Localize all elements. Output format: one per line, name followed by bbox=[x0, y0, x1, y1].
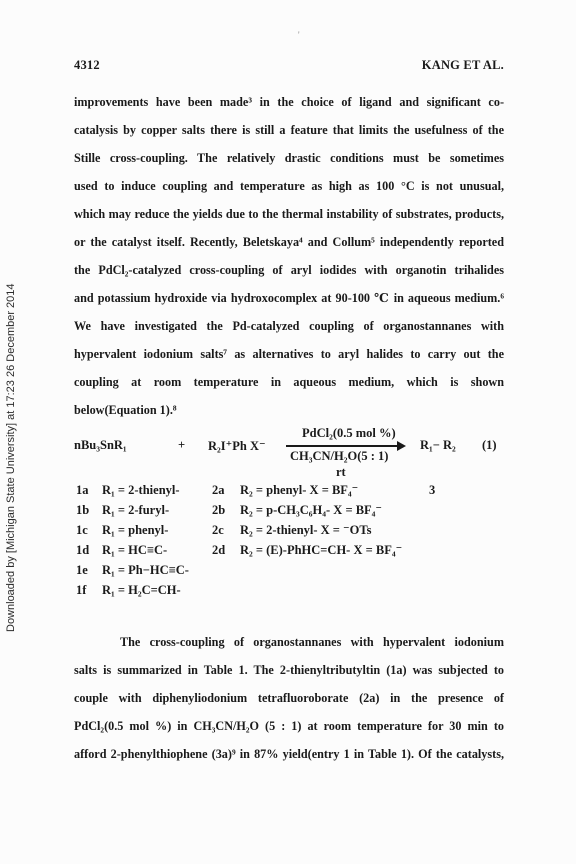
substituent-r1: R₁ = Ph−HC≡C- bbox=[102, 563, 189, 577]
text-line: used to induce coupling and temperature as high as 100 °C is not unusual, bbox=[74, 179, 504, 193]
compound-id: 1f bbox=[76, 583, 87, 597]
equation-number: (1) bbox=[482, 438, 497, 452]
catalyst-label: PdCl₂(0.5 mol %) bbox=[302, 426, 396, 440]
reactant-stannane: nBu₃SnR₁ bbox=[74, 438, 127, 452]
reactant-iodonium: R₂I⁺Ph X⁻ bbox=[208, 439, 266, 453]
text-line: or the catalyst itself. Recently, Beletskaya⁴ and Collum⁵ independently reported bbox=[74, 235, 504, 249]
substituent-r2: R₂ = (E)-PhHC=CH- X = BF₄⁻ bbox=[240, 543, 403, 557]
compound-id: 2b bbox=[212, 503, 226, 517]
substituent-r2: R₂ = 2-thienyl- X = ⁻OTs bbox=[240, 523, 372, 537]
text-line: couple with diphenyliodonium tetrafluoroborate (2a) in the presence of bbox=[74, 691, 504, 705]
text-line: coupling at room temperature in aqueous medium, which is shown bbox=[74, 375, 504, 389]
substituent-r1: R₁ = 2-thienyl- bbox=[102, 483, 180, 497]
text-line: salts is summarized in Table 1. The 2-thienyltributyltin (1a) was subjected to bbox=[74, 663, 504, 677]
text-line: The cross-coupling of organostannanes with hypervalent iodonium bbox=[120, 635, 504, 649]
text-line: hypervalent iodonium salts⁷ as alternatives to aryl halides to carry out the bbox=[74, 347, 504, 361]
compound-id: 1a bbox=[76, 483, 89, 497]
paragraph-intro bbox=[74, 88, 504, 424]
reaction-equation bbox=[74, 424, 504, 479]
compound-id: 2a bbox=[212, 483, 225, 497]
product-label: R₁− R₂ bbox=[420, 438, 456, 452]
text-line: catalysis by copper salts there is still a feature that limits the usefulness of the bbox=[74, 123, 504, 137]
substituent-r2: R₂ = p-CH₃C₆H₄- X = BF₄⁻ bbox=[240, 503, 383, 517]
running-title: KANG ET AL. bbox=[421, 58, 504, 72]
compound-id: 1e bbox=[76, 563, 88, 577]
compound-id: 1b bbox=[76, 503, 90, 517]
text-line: PdCl₂(0.5 mol %) in CH₃CN/H₂O (5 : 1) at room temperature for 30 min to bbox=[74, 719, 504, 733]
substituent-r2: R₂ = phenyl- X = BF₄⁻ bbox=[240, 483, 359, 497]
text-line: improvements have been made³ in the choice of ligand and significant co- bbox=[74, 95, 504, 109]
download-watermark-text: Downloaded by [Michigan State University] at 17:23 26 December 2014 bbox=[5, 283, 17, 632]
page-number: 4312 bbox=[74, 58, 100, 72]
text-line: and potassium hydroxide via hydroxocomplex at 90-100 ℃ in aqueous medium.⁶ bbox=[74, 291, 504, 305]
reaction-arrowhead bbox=[397, 441, 406, 451]
reaction-arrow bbox=[286, 445, 401, 447]
product-id: 3 bbox=[429, 483, 436, 497]
compound-id: 1d bbox=[76, 543, 90, 557]
plus-sign: + bbox=[178, 438, 186, 452]
text-line: the PdCl₂-catalyzed cross-coupling of aryl iodides with organotin trihalides bbox=[74, 263, 504, 277]
text-line: We have investigated the Pd-catalyzed coupling of organostannanes with bbox=[74, 319, 504, 333]
text-line: afford 2-phenylthiophene (3a)⁹ in 87% yield(entry 1 in Table 1). Of the catalysts, bbox=[74, 747, 504, 761]
download-watermark bbox=[2, 240, 22, 640]
paragraph-results bbox=[74, 628, 504, 768]
text-line: which may reduce the yields due to the thermal instability of substrates, products, bbox=[74, 207, 504, 221]
compound-id: 2d bbox=[212, 543, 226, 557]
compound-id: 1c bbox=[76, 523, 88, 537]
substituent-r1: R₁ = phenyl- bbox=[102, 523, 169, 537]
text-line: Stille cross-coupling. The relatively drastic conditions must be sometimes bbox=[74, 151, 504, 165]
substituent-r1: R₁ = H₂C=CH- bbox=[102, 583, 181, 597]
substituent-r1: R₁ = HC≡C- bbox=[102, 543, 168, 557]
substituent-r1: R₁ = 2-furyl- bbox=[102, 503, 170, 517]
solvent-label: CH₃CN/H₂O(5 : 1) bbox=[290, 449, 389, 463]
compound-id: 2c bbox=[212, 523, 224, 537]
scan-mark: ' bbox=[298, 30, 300, 40]
condition-label: rt bbox=[336, 465, 346, 479]
text-line: below(Equation 1).⁸ bbox=[74, 403, 177, 417]
